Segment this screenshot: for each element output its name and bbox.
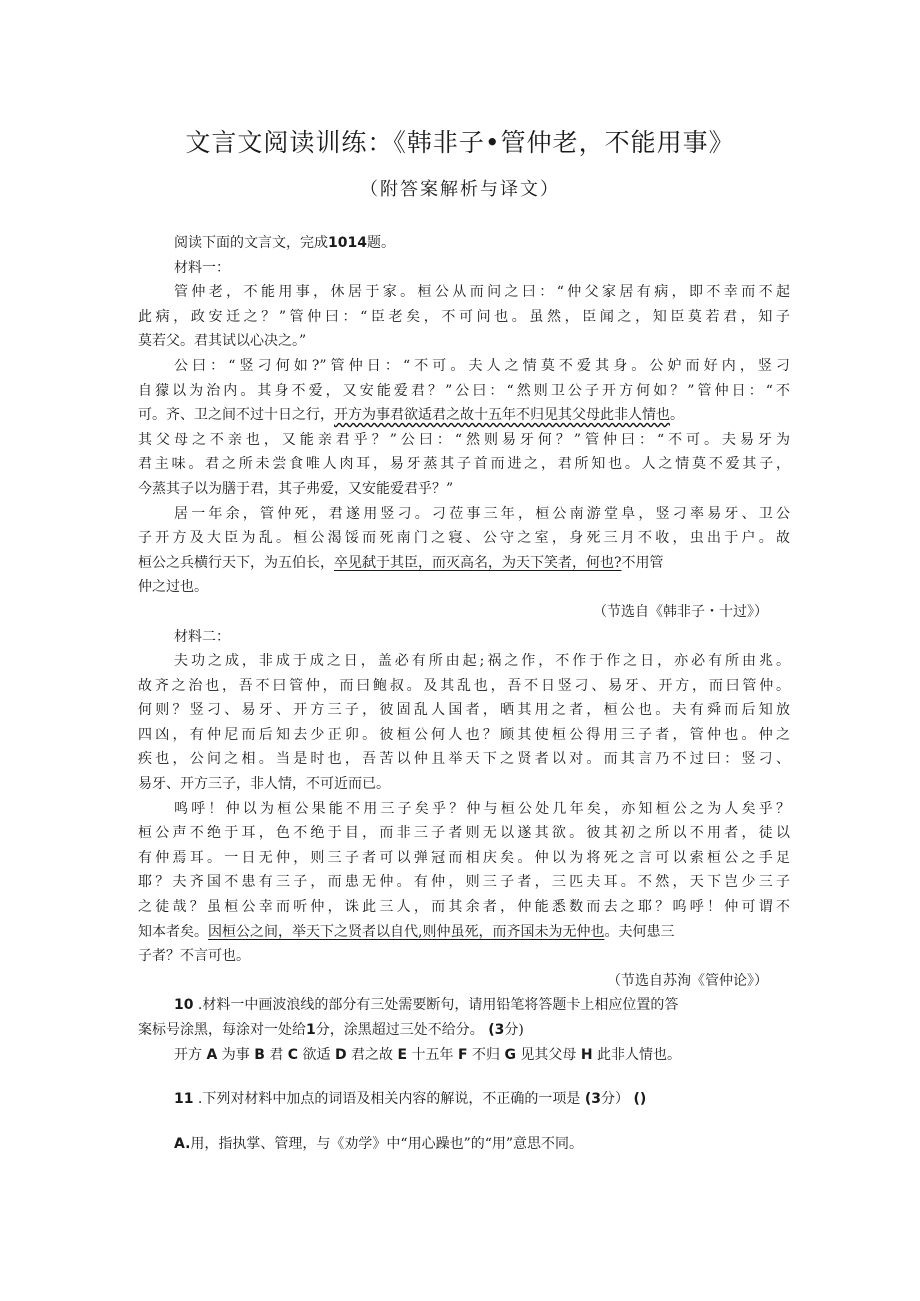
- document-subtitle: （附答案解析与译文）: [360, 179, 560, 200]
- paragraph-line: 此病，政安迁之？”管仲曰：“臣老矣，不可问也。虽然，臣闻之，知臣莫若君，知子: [138, 308, 790, 325]
- paragraph-line: 桓公声不绝于耳，色不绝于目，而非三子者则无以遂其欲。彼其初之所以不用者，徒以: [138, 825, 790, 842]
- paragraph-line: 桓公之兵横行天下，为五伯长，卒见弑于其臣，而灭高名，为天下笑者，何也?不用管: [138, 554, 664, 571]
- paragraph-line: 鸣呼！仲以为桓公果能不用三子矣乎？仲与桓公处几年矣，亦知桓公之为人矣乎？: [174, 800, 790, 817]
- paragraph-line: 可。齐、卫之间不过十日之行，开方为事君欲适君之故十五年不归见其父母此非人情也。: [138, 407, 684, 424]
- option-letter[interactable]: H: [580, 1046, 593, 1063]
- paragraph-line: 公曰：“竖刁何如?”管仲日：“不可。夫人之情莫不爱其身。公妒而好内，竖刁: [174, 357, 790, 374]
- paragraph-line: 耶？夫齐国不患有三子，而患无仲。有仲，则三子者，三匹夫耳。不然，天下岂少三子: [138, 874, 790, 891]
- material-1-label: 材料一：: [174, 259, 230, 276]
- paragraph-line: 四凶，有仲尼而后知去少正卯。彼桓公何人也？顾其使桓公得用三子者，管仲也。仲之: [138, 726, 790, 743]
- paragraph-line: 夫功之成，非成于成之日，盖必有所由起;祸之作，不作于作之日，亦必有所由兆。: [174, 653, 790, 670]
- paragraph-line: 子者？不言可也。: [138, 948, 250, 965]
- question-number: 11: [174, 1091, 194, 1108]
- paragraph-line: 仲之过也。: [138, 579, 208, 596]
- question-number: 10: [174, 997, 194, 1014]
- underlined-sentence: 卒见弑于其臣，而灭高名，为天下笑者，何也?: [334, 554, 622, 571]
- question-11: 11 .下列对材料中加点的词语及相关内容的解说，不正确的一项是 (3分） (): [174, 1091, 647, 1108]
- paragraph-line: 易牙、开方三子，非人情，不可近而已。: [138, 776, 390, 793]
- option-letter[interactable]: D: [334, 1046, 347, 1063]
- paragraph-line: 有仲焉耳。一日无仲，则三子者可以弹冠而相庆矣。仲以为将死之言可以索桓公之手足: [138, 849, 790, 866]
- option-letter[interactable]: F: [457, 1046, 468, 1063]
- paragraph-line: 自獴以为治内。其身不爱，又安能爱君？”公曰：“然则卫公子开方何如？”管仲日：“不: [138, 382, 790, 399]
- option-letter[interactable]: C: [287, 1046, 299, 1063]
- question-range: 1014: [328, 235, 367, 251]
- paragraph-line: 今蒸其子以为膳于君，其子弗爱，又安能爱君乎？”: [138, 480, 454, 497]
- option-letter[interactable]: E: [397, 1046, 408, 1063]
- paragraph-line: 莫若父。君其试以心决之。”: [138, 333, 307, 350]
- question-10: 10 .材料一中画波浪线的部分有三处需要断句，请用铅笔将答题卡上相应位置的答: [174, 997, 679, 1014]
- option-letter[interactable]: G: [504, 1046, 516, 1063]
- paragraph-line: 疾也，公问之相。当是时也，吾苦以仲且举天下之贤者以对。而其言乃不过曰：竖刁、: [138, 751, 790, 768]
- score: (3: [584, 1091, 601, 1108]
- source-citation-1: （节选自《韩非子・十过》）: [593, 603, 768, 620]
- option-a[interactable]: A.用，指执掌、管理，与《劝学》中“用心躁也”的“用”意思不同。: [174, 1135, 584, 1152]
- paragraph-line: 知本者矣。因桓公之间，举天下之贤者以自代,则仲虽死，而齐国未为无仲也。夫何患三: [138, 923, 675, 940]
- option-letter: A.: [174, 1135, 191, 1152]
- material-2-label: 材料二：: [174, 628, 230, 645]
- option-letter[interactable]: A: [206, 1046, 218, 1063]
- document-body: [138, 231, 790, 1156]
- paragraph-line: 故齐之治也，吾不曰管仲，而曰鲍叔。及其乱也，吾不日竖刁、易牙、开方，而曰管仲。: [138, 677, 790, 694]
- paragraph-line: 管仲老，不能用事，休居于家。桓公从而问之曰：“仲父家居有病，即不幸而不起: [174, 284, 790, 301]
- instruction-line: 阅读下面的文言文，完成1014题。: [174, 235, 395, 251]
- option-letter[interactable]: B: [254, 1046, 265, 1063]
- underlined-sentence: 因桓公之间，举天下之贤者以自代,则仲虽死，而齐国未为无仲也: [208, 923, 605, 940]
- document-title: 文言文阅读训练：《韩非子•管仲老，不能用事》: [185, 128, 735, 157]
- paragraph-line: 之徒哉？虽桓公幸而听仲，诛此三人，而其余者，仲能悉数而去之耶？呜呼！仲可谓不: [138, 899, 790, 916]
- question-10-line-2: 案标号涂黑，每涂对一处给1分，涂黑超过三处不给分。 (3分): [138, 1022, 524, 1038]
- wavy-underlined-passage: 开方为事君欲适君之故十五年不归见其父母此非人情也: [334, 407, 670, 424]
- score: (3: [488, 1022, 505, 1038]
- punctuation-options: 开方 A 为事 B 君 C 欲适 D 君之故 E 十五年 F 不归 G 见其父母 H 此非人情也。: [174, 1046, 682, 1063]
- paragraph-line: 君主味。君之所未尝食唯人肉耳，易牙蒸其子首而进之，君所知也。人之情莫不爱其子，: [138, 456, 790, 473]
- paragraph-line: 子开方及大臣为乱。桓公渴馁而死南门之寝、公守之室，身死三月不收，虫出于户。故: [138, 530, 790, 547]
- paragraph-line: 居一年余，管仲死，君遂用竖刁。刁莅事三年，桓公南游堂阜，竖刁率易牙、卫公: [174, 505, 790, 522]
- answer-blank[interactable]: (): [633, 1091, 647, 1108]
- paragraph-line: 何则？竖刁、易牙、开方三子，彼固乱人国者，晒其用之者，桓公也。夫有舜而后知放: [138, 702, 790, 719]
- paragraph-line: 其父母之不亲也，又能亲君乎？”公曰：“然则易牙何？”管仲曰：“不可。夫易牙为: [138, 431, 790, 448]
- source-citation-2: （节选自苏洵《管仲论》）: [607, 972, 768, 989]
